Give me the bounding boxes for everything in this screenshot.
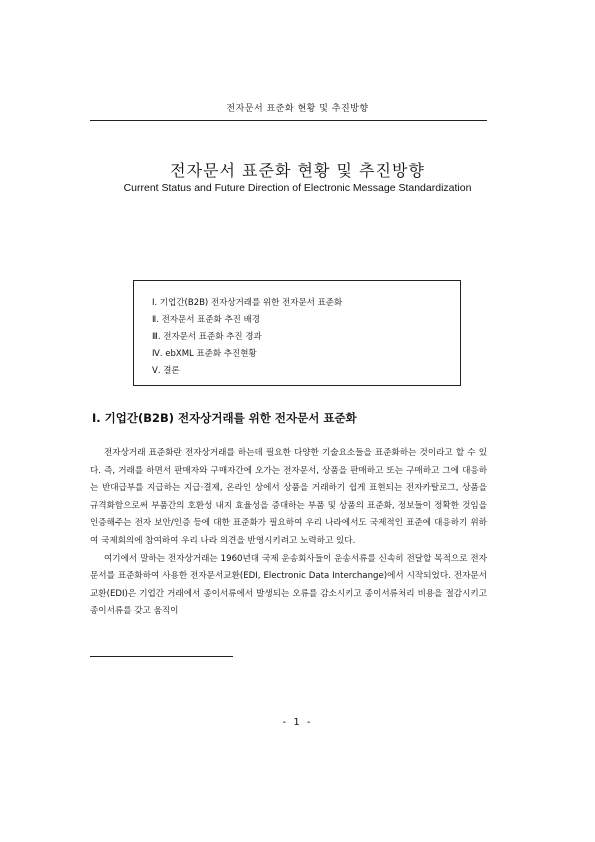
document-title: 전자문서 표준화 현황 및 추진방향 (170, 161, 425, 180)
body-paragraph-2: 여기에서 말하는 전자상거래는 1960년대 국제 운송회사들이 운송서류를 신속히 전달할 목적으로 전자문서를 표준화하여 사용한 전자문서교환(EDI, Electronic Data Interchange)에서 시작되었다. 전자문서교환(EDI)은 기업간 거래에서 종이서류에서 발생되는 오류를 감소시키고 종이서류처리 비용을 절감시키고 종이서류를 갖고 움직이 (90, 553, 487, 617)
body-paragraph-1: 전자상거래 표준화란 전자상거래를 하는데 필요한 다양한 기술요소들을 표준화하는 것이라고 할 수 있다. 즉, 거래를 하면서 판매자와 구매자간에 오가는 전자문서, 상품을 판매하고 또는 구매하고 그에 대응하는 반대급부를 지급하는 지급·결제, 온라인 상에서 상품을 거래하기 쉽게 표현되는 전자카탈로그, 상품을 규격화함으로써 부품간의 호환성 내지 효율성을 증대하는 부품 및 상품의 표준화, 정보들이 정확한 것임을 인증해주는 전자 보안/인증 등에 대한 표준화가 필요하여 우리 나라에서도 국제적인 표준에 대응하기 위하여 국제회의에 참여하여 우리 나라 의견을 반영시키려고 노력하고 있다. (90, 448, 487, 546)
toc-item-3: Ⅲ. 전자문서 표준화 추진 경과 (152, 332, 262, 342)
toc-item-2: Ⅱ. 전자문서 표준화 추진 배경 (152, 315, 261, 325)
body-text (90, 445, 487, 621)
header-rule (90, 120, 487, 121)
page-number: - 1 - (282, 717, 313, 728)
toc-item-5: Ⅴ. 결론 (152, 366, 180, 376)
footnote-rule (90, 656, 233, 657)
document-subtitle-english: Current Status and Future Direction of Electronic Message Standardization (123, 182, 472, 194)
toc-item-1: Ⅰ. 기업간(B2B) 전자상거래를 위한 전자문서 표준화 (152, 298, 343, 308)
running-header: 전자문서 표준화 현황 및 추진방향 (226, 104, 369, 114)
table-of-contents (133, 280, 461, 386)
section-heading: Ⅰ. 기업간(B2B) 전자상거래를 위한 전자문서 표준화 (92, 411, 357, 425)
toc-item-4: Ⅳ. ebXML 표준화 추진현황 (152, 349, 257, 359)
